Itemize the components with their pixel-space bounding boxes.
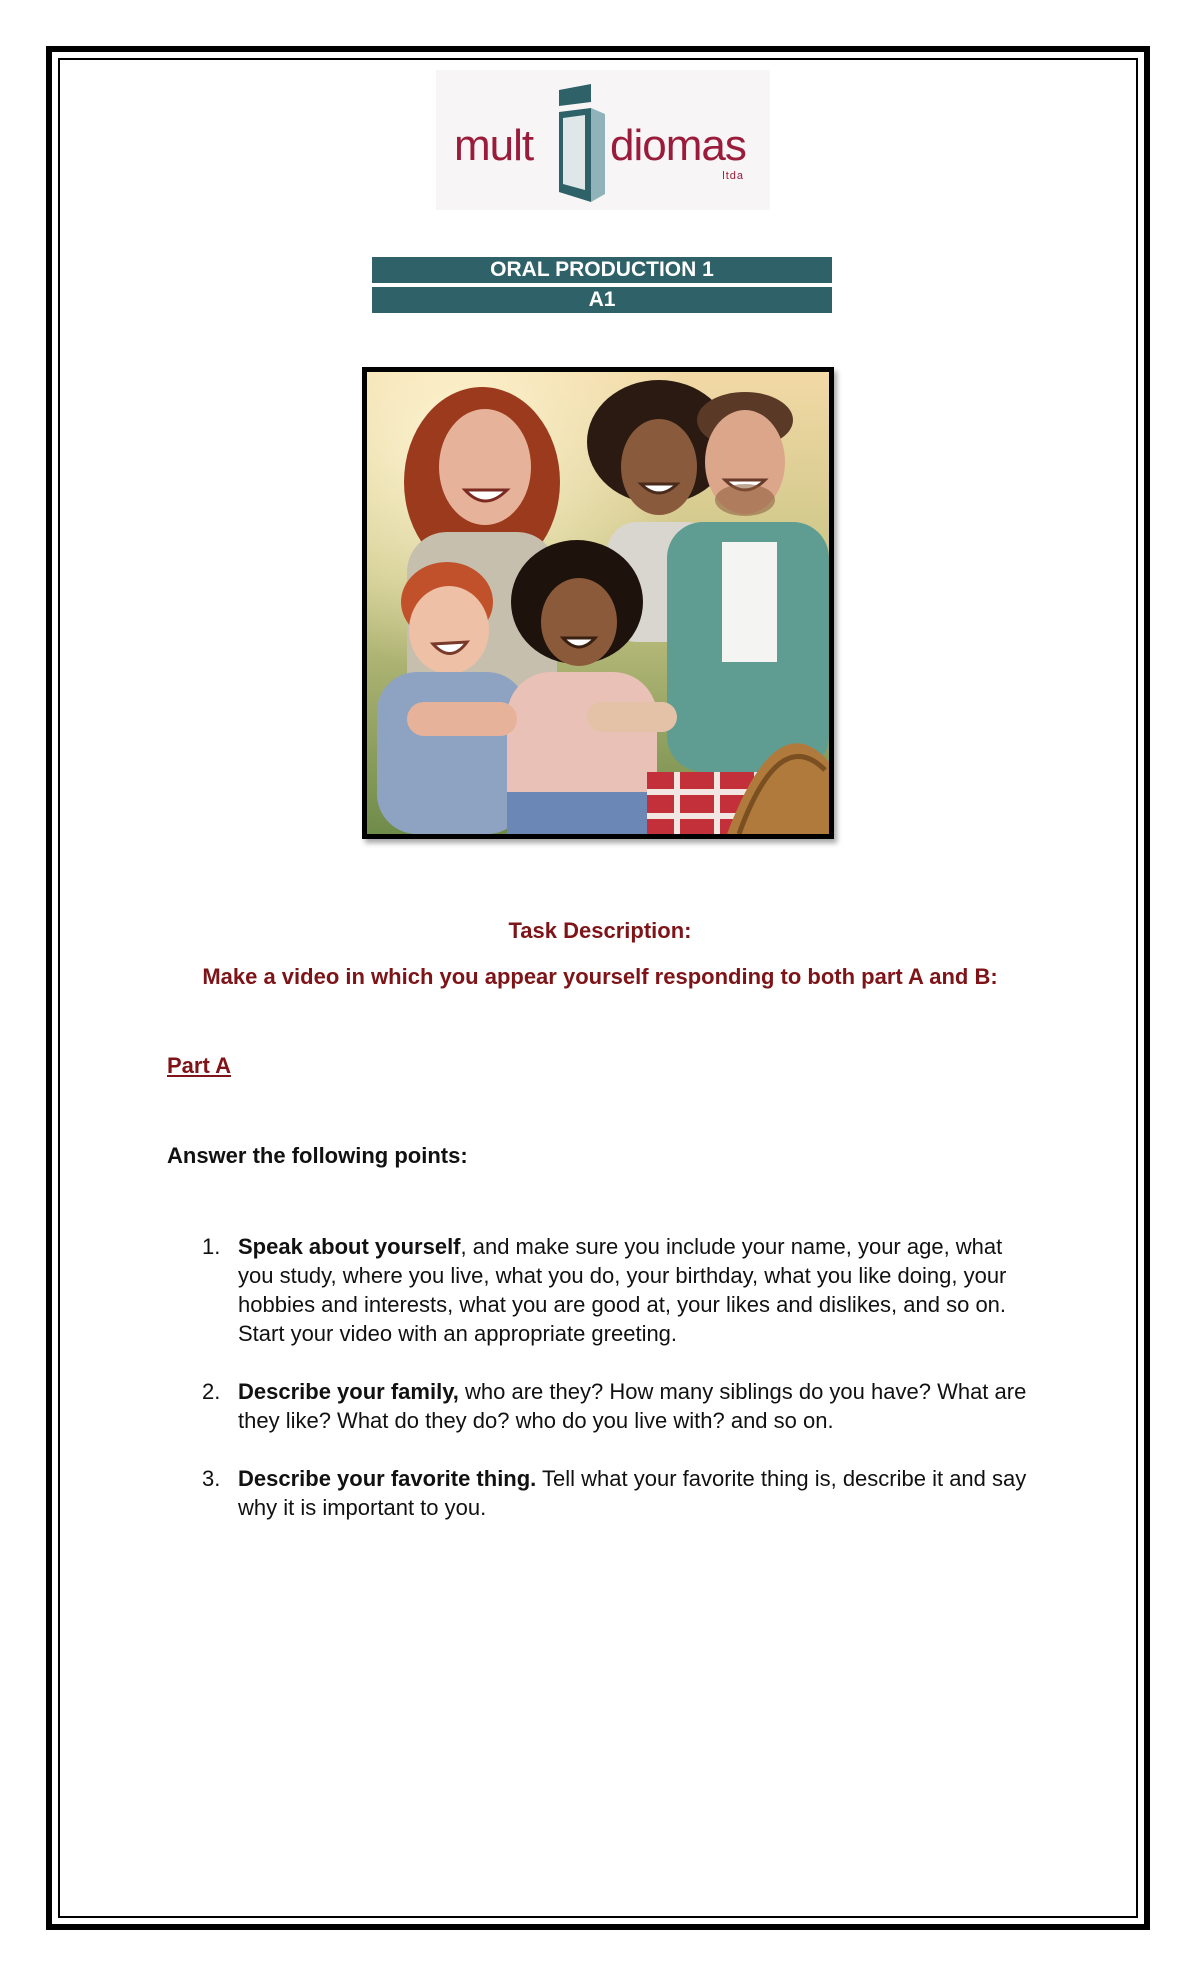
list-item-lead: Describe your favorite thing. <box>238 1466 537 1491</box>
list-item-number: 2. <box>202 1379 221 1404</box>
logo-subtext: ltda <box>722 170 744 182</box>
list-item-number: 3. <box>202 1466 221 1491</box>
list-item-lead: Describe your family, <box>238 1379 459 1404</box>
task-description-heading: Task Description: <box>508 918 692 943</box>
task-points-list <box>167 1232 1027 1551</box>
list-item-number: 1. <box>202 1234 221 1259</box>
answer-points-intro: Answer the following points: <box>167 1143 468 1168</box>
list-item-lead: Speak about yourself <box>238 1234 461 1259</box>
title-bar: ORAL PRODUCTION 1 <box>372 257 832 283</box>
logo-word-right: diomas <box>610 121 746 170</box>
level-bar: A1 <box>372 287 832 313</box>
family-photo <box>362 367 834 839</box>
list-item-text: Tell what your favorite thing is, describe it and say why it is important to you. <box>238 1466 1027 1520</box>
list-item <box>167 1464 1027 1522</box>
list-item <box>167 1377 1027 1435</box>
list-item-text: who are they? How many siblings do you have? What are they like? What do they do? who do you live with? and so on. <box>238 1379 1027 1433</box>
multidiomas-logo <box>436 70 770 210</box>
task-instruction: Make a video in which you appear yourself responding to both part A and B: <box>202 964 998 989</box>
family-photo-illustration <box>367 372 829 834</box>
list-item <box>167 1232 1027 1348</box>
part-a-heading: Part A <box>167 1053 231 1078</box>
logo-word-left: mult <box>454 121 534 170</box>
logo-i-shape <box>551 84 609 202</box>
list-item-text: , and make sure you include your name, your age, what you study, where you live, what you do, your birthday, what you like doing, your hobbies and interests, what you are good at, your likes and dislikes, and so on. Start your video with an appropriate greeting. <box>238 1234 1007 1346</box>
